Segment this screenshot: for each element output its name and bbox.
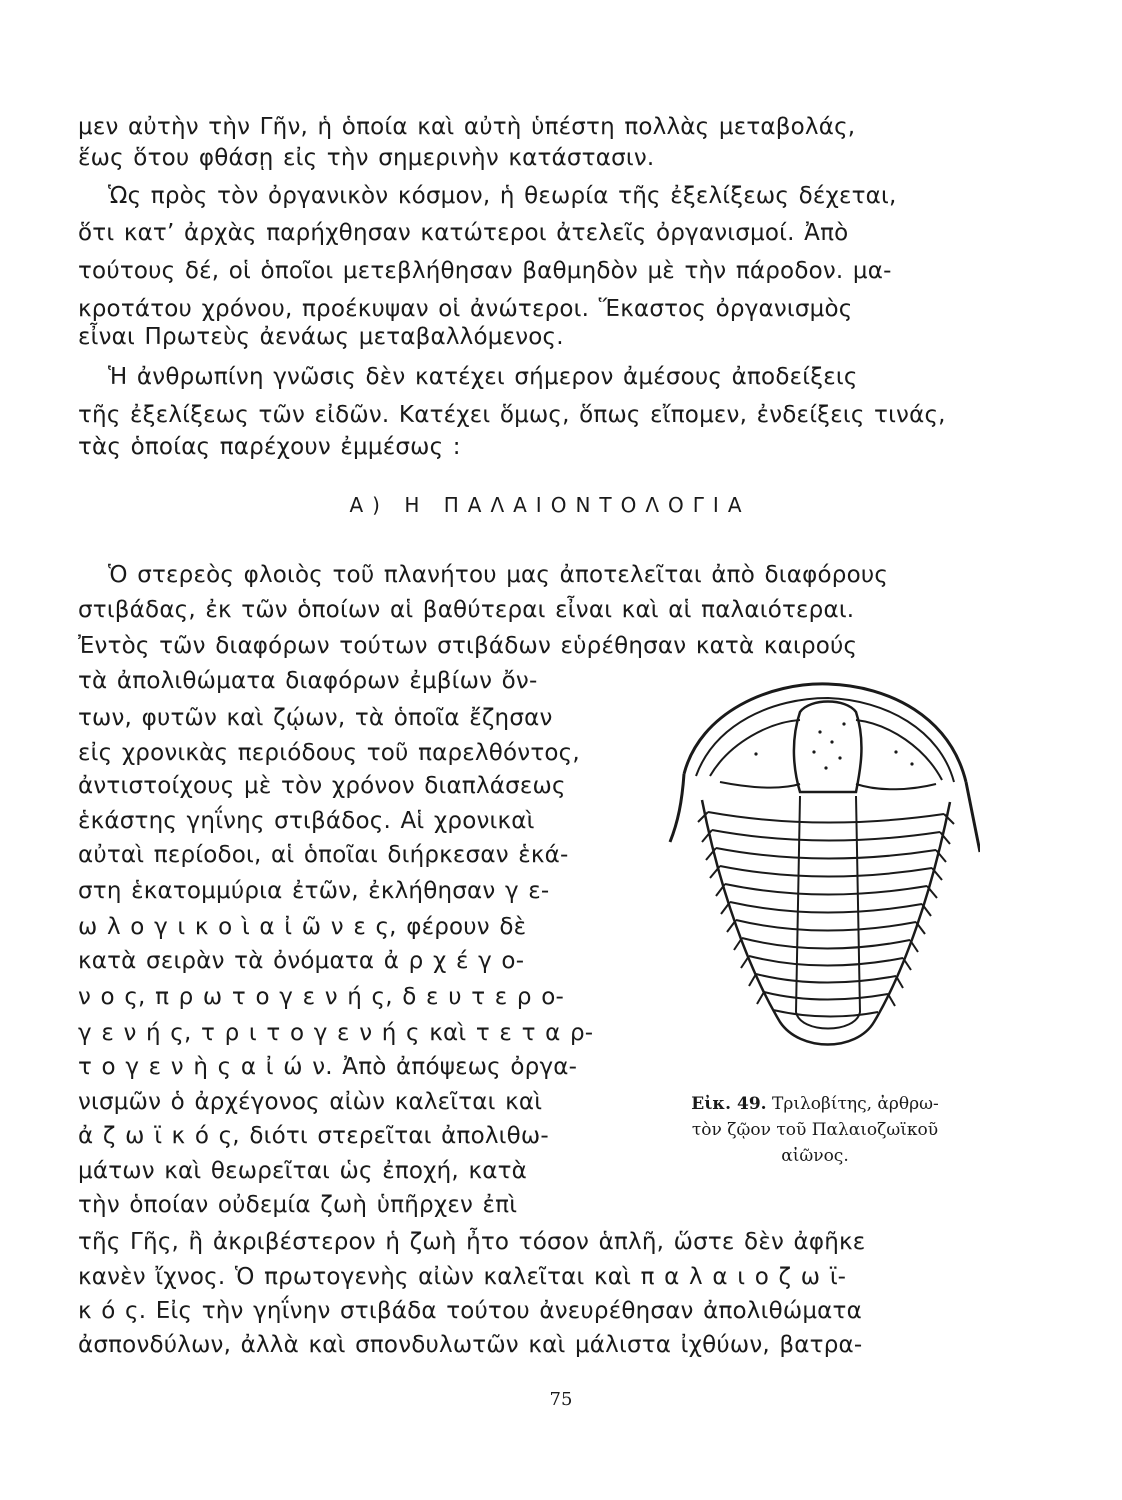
text-line: Ὁ στερεὸς φλοιὸς τοῦ πλανήτου μας ἀποτελεῖται ἀπὸ διαφόρους — [108, 562, 889, 588]
caption-text: Τριλοβίτης, ἀρθρω- — [772, 1094, 939, 1114]
text-line: ἀντιστοίχους μὲ τὸν χρόνον διαπλάσεως — [78, 773, 566, 799]
text-line: ω λ ο γ ι κ ο ὶ α ἰ ῶ ν ε ς, φέρουν δὲ — [78, 914, 527, 940]
text-line: κροτάτου χρόνου, προέκυψαν οἱ ἀνώτεροι. Ἕκαστος ὀργανισμὸς — [78, 296, 853, 322]
text-line: στη ἑκατομμύρια ἐτῶν, ἐκλήθησαν γ ε- — [78, 878, 550, 904]
text-line: ἀσπονδύλων, ἀλλὰ καὶ σπονδυλωτῶν καὶ μάλιστα ἰχθύων, βατρα- — [78, 1332, 863, 1358]
text-line: των, φυτῶν καὶ ζῴων, τὰ ὁποῖα ἔζησαν — [78, 705, 553, 731]
figure-label: Εἰκ. 49. — [691, 1094, 767, 1114]
text-line: Ἡ ἀνθρωπίνη γνῶσις δὲν κατέχει σήμερον ἀμέσους ἀποδείξεις — [108, 364, 858, 390]
text-line: μεν αὐτὴν τὴν Γῆν, ἡ ὁποία καὶ αὐτὴ ὑπέστη πολλὰς μεταβολάς, — [78, 114, 856, 140]
caption-text: αἰῶνος. — [781, 1146, 849, 1166]
text-line: κανὲν ἴχνος. Ὁ πρωτογενὴς αἰὼν καλεῖται καὶ π α λ α ι ο ζ ω ϊ- — [78, 1264, 847, 1290]
text-line: τῆς Γῆς, ἢ ἀκριβέστερον ἡ ζωὴ ἦτο τόσον ἁπλῆ, ὥστε δὲν ἀφῆκε — [78, 1229, 866, 1255]
figure-caption — [640, 1092, 990, 1116]
text-line: αὐταὶ περίοδοι, αἱ ὁποῖαι διήρκεσαν ἑκά- — [78, 842, 569, 868]
text-line: στιβάδας, ἐκ τῶν ὁποίων αἱ βαθύτεραι εἶναι καὶ αἱ παλαιότεραι. — [78, 597, 855, 623]
text-line: τούτους δέ, οἱ ὁποῖοι μετεβλήθησαν βαθμηδὸν μὲ τὴν πάροδον. μα- — [78, 258, 892, 284]
text-line: ἀ ζ ω ϊ κ ό ς, διότι στερεῖται ἀπολιθω- — [78, 1123, 549, 1149]
text-line: ἕως ὅτου φθάσῃ εἰς τὴν σημερινὴν κατάστασιν. — [78, 145, 655, 171]
text-line: τὴν ὁποίαν οὐδεμία ζωὴ ὑπῆρχεν ἐπὶ — [78, 1192, 518, 1218]
text-line: Ὡς πρὸς τὸν ὀργανικὸν κόσμον, ἡ θεωρία τῆς ἐξελίξεως δέχεται, — [108, 183, 897, 209]
text-line: ν ο ς, π ρ ω τ ο γ ε ν ή ς, δ ε υ τ ε ρ ο- — [78, 984, 565, 1010]
text-line: εἰς χρονικὰς περιόδους τοῦ παρελθόντος, — [78, 740, 580, 766]
text-line: ἑκάστης γηΐνης στιβάδος. Αἱ χρονικαὶ — [78, 808, 535, 834]
text-line: Ἐντὸς τῶν διαφόρων τούτων στιβάδων εὑρέθησαν κατὰ καιρούς — [78, 633, 858, 659]
caption-text: τὸν ζῷον τοῦ Παλαιοζωϊκοῦ — [691, 1120, 939, 1140]
text-line: κ ό ς. Εἰς τὴν γηΐνην στιβάδα τούτου ἀνευρέθησαν ἀπολιθώματα — [78, 1298, 862, 1324]
text-line: νισμῶν ὁ ἀρχέγονος αἰὼν καλεῖται καὶ — [78, 1089, 543, 1115]
text-line: τὰ ἀπολιθώματα διαφόρων ἐμβίων ὄν- — [78, 668, 538, 694]
text-line: ὅτι κατ’ ἀρχὰς παρήχθησαν κατώτεροι ἀτελεῖς ὀργανισμοί. Ἀπὸ — [78, 220, 849, 246]
text-line: τ ο γ ε ν ὴ ς α ἰ ώ ν. Ἀπὸ ἀπόψεως ὀργα- — [78, 1054, 578, 1080]
text-line: γ ε ν ή ς, τ ρ ι τ ο γ ε ν ή ς καὶ τ ε τ α ρ- — [78, 1020, 594, 1046]
text-line: τὰς ὁποίας παρέχουν ἐμμέσως : — [78, 434, 461, 460]
text-line: εἶναι Πρωτεὺς ἀενάως μεταβαλλόμενος. — [78, 324, 564, 350]
trilobite-illustration — [660, 672, 980, 1082]
page-number: 75 — [549, 1389, 573, 1410]
text-line: κατὰ σειρὰν τὰ ὀνόματα ἀ ρ χ έ γ ο- — [78, 948, 525, 974]
text-line: μάτων καὶ θεωρεῖται ὡς ἐποχή, κατὰ — [78, 1158, 527, 1184]
text-line: τῆς ἐξελίξεως τῶν εἰδῶν. Κατέχει ὅμως, ὅπως εἴπομεν, ἐνδείξεις τινάς, — [78, 402, 946, 428]
section-heading: Α) Η ΠΑΛΑΙΟΝΤΟΛΟΓΙΑ — [349, 493, 751, 517]
